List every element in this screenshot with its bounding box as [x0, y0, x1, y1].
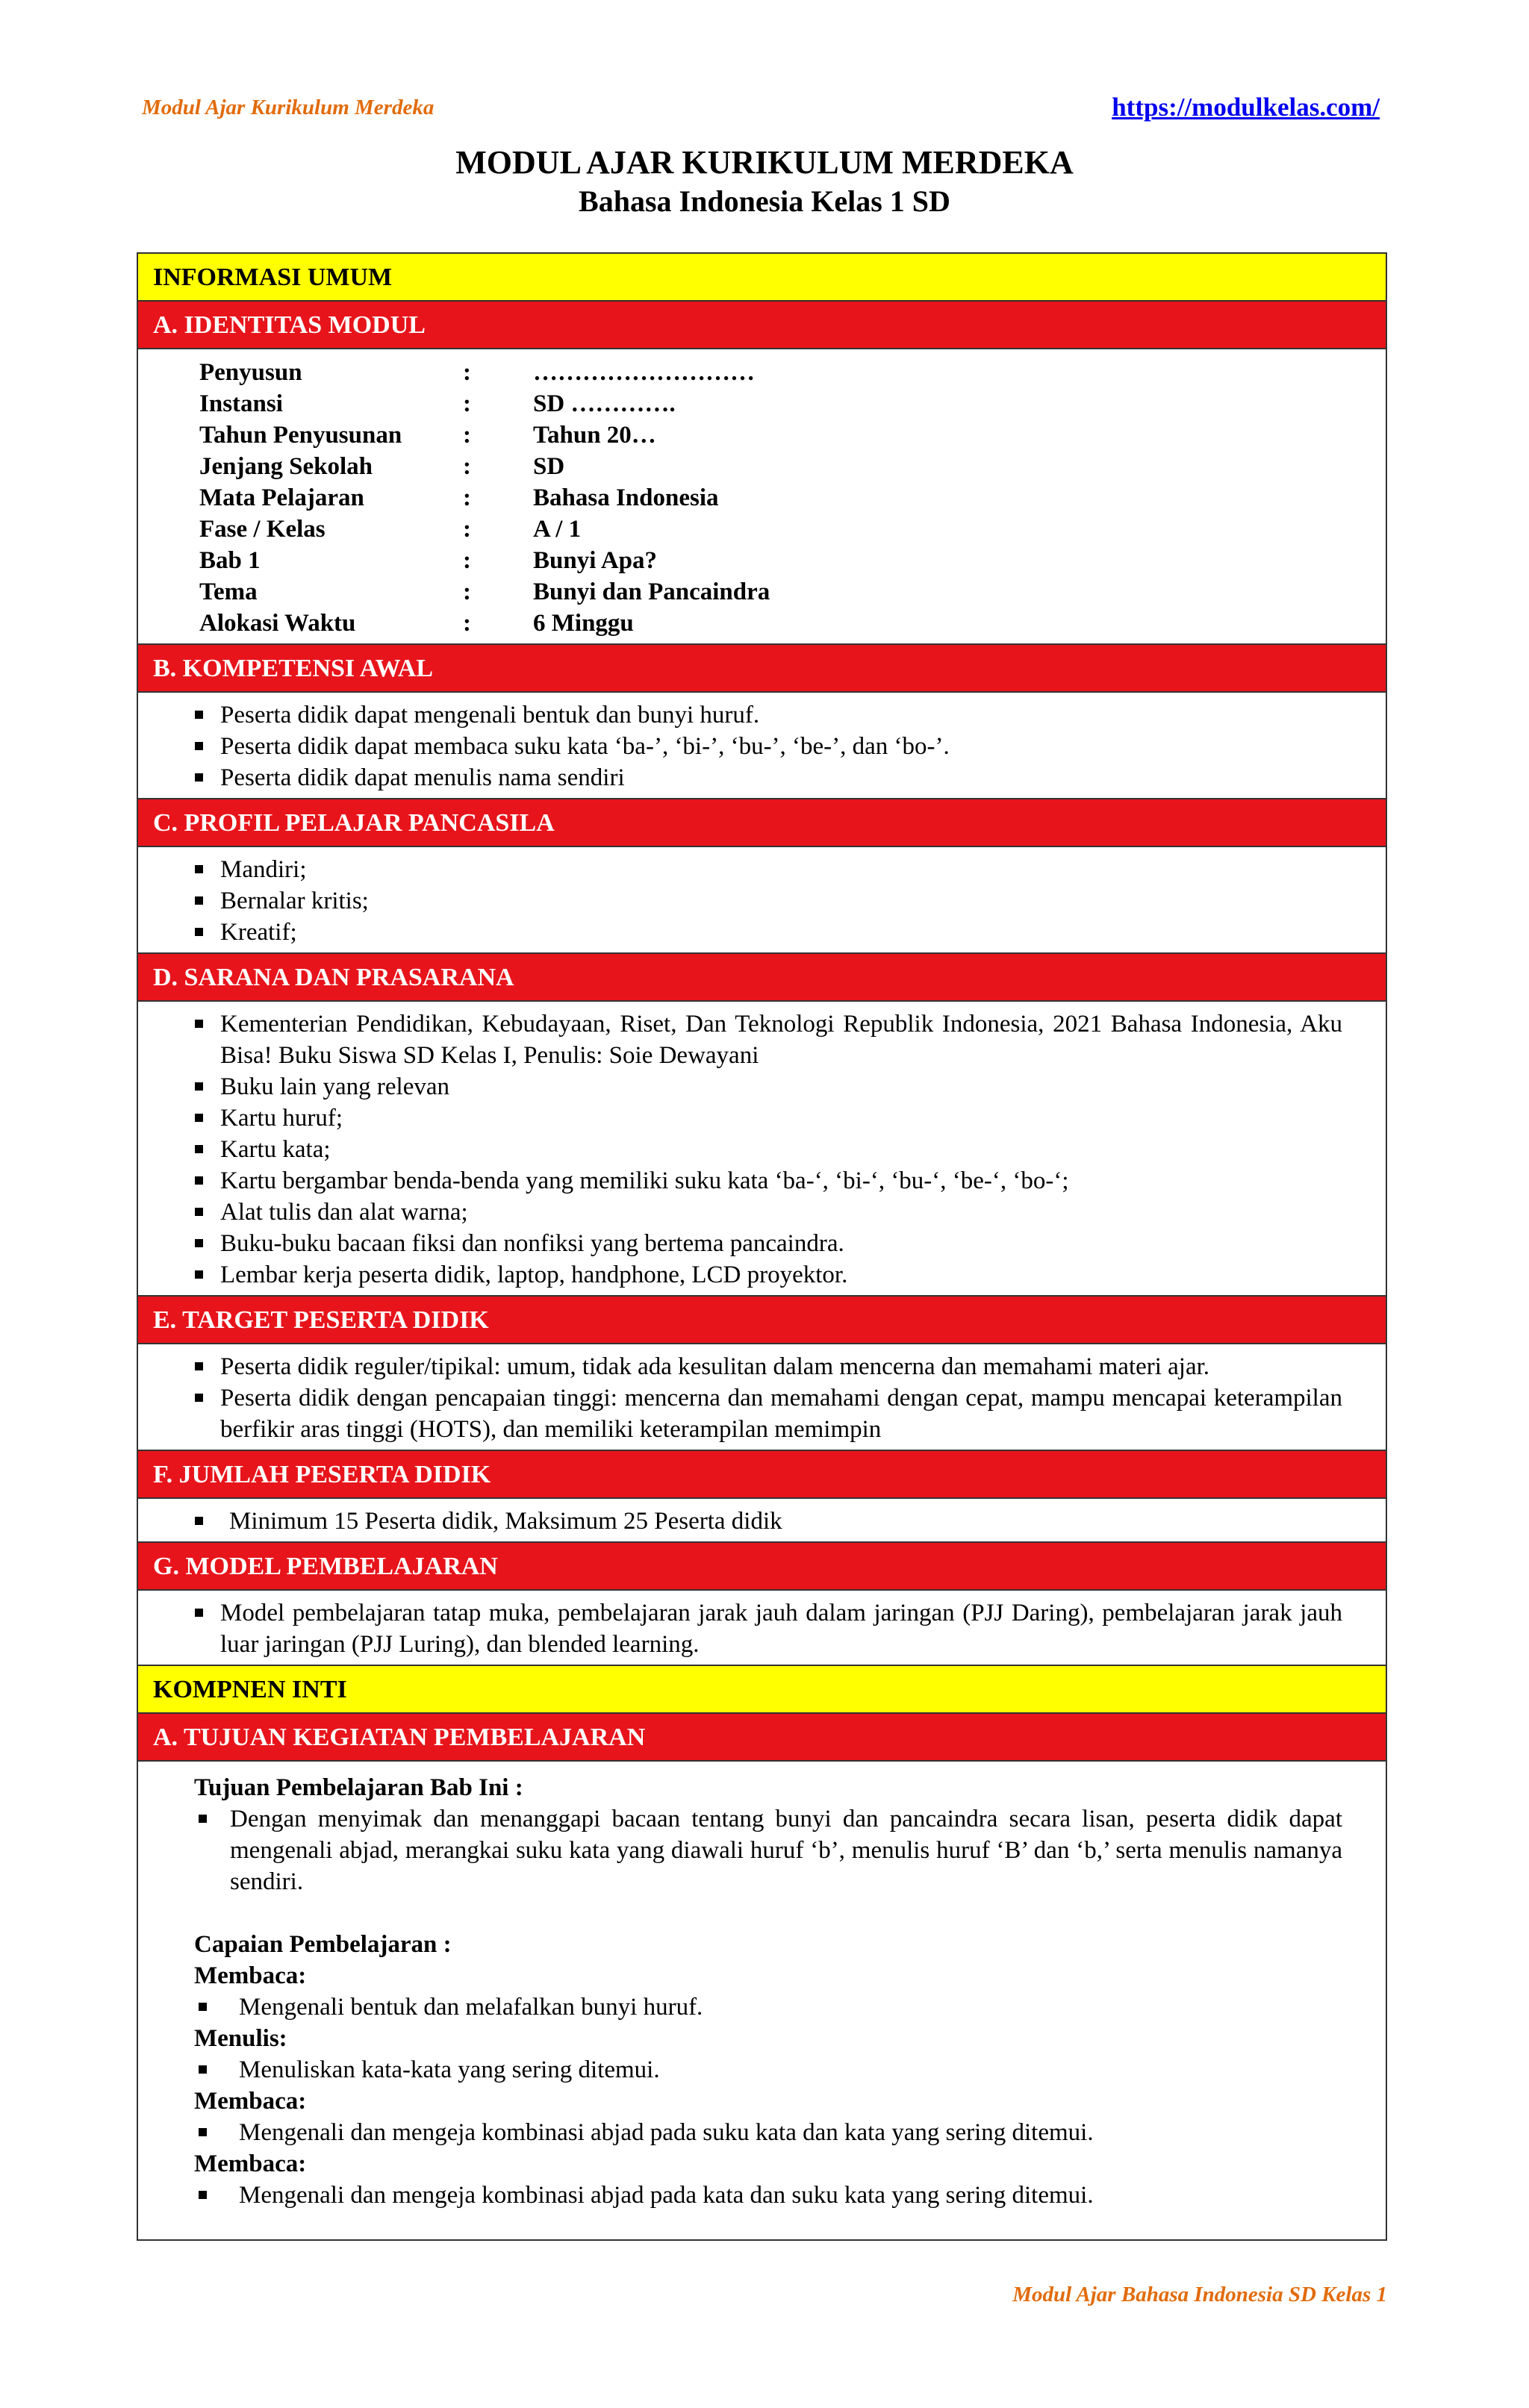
- identitas-value: ………………………: [533, 359, 755, 386]
- tujuan-section: [138, 1762, 1386, 2218]
- identitas-key: Penyusun: [199, 359, 302, 386]
- profil-section: [138, 847, 1386, 954]
- identitas-key: Jenjang Sekolah: [199, 453, 373, 480]
- list-item: Buku lain yang relevan: [190, 1071, 1342, 1102]
- identitas-key: Instansi: [199, 390, 283, 417]
- identitas-colon: :: [463, 547, 471, 574]
- footer-text: Modul Ajar Bahasa Indonesia SD Kelas 1: [1012, 2283, 1387, 2306]
- document-subtitle: Bahasa Indonesia Kelas 1 SD: [579, 184, 950, 218]
- sarana-heading: D. SARANA DAN PRASARANA: [138, 954, 1386, 1002]
- list-item: Buku-buku bacaan fiksi dan nonfiksi yang bertema pancaindra.: [190, 1228, 1342, 1259]
- identitas-key: Bab 1: [199, 547, 261, 574]
- model-heading: G. MODEL PEMBELAJARAN: [138, 1543, 1386, 1591]
- jumlah-heading: F. JUMLAH PESERTA DIDIK: [138, 1451, 1386, 1499]
- identitas-value: SD: [533, 453, 565, 480]
- identitas-key: Fase / Kelas: [199, 516, 326, 543]
- identitas-colon: :: [463, 453, 471, 480]
- tujuan-label: Tujuan Pembelajaran Bab Ini :: [194, 1774, 523, 1801]
- list-item: Lembar kerja peserta didik, laptop, handphone, LCD proyektor.: [190, 1259, 1342, 1291]
- identitas-row: [138, 357, 1386, 388]
- capaian-label: Capaian Pembelajaran :: [194, 1931, 452, 1958]
- identitas-row: [138, 482, 1386, 514]
- kompetensi-section: [138, 693, 1386, 799]
- identitas-section: [138, 349, 1386, 645]
- identitas-row: [138, 576, 1386, 608]
- identitas-key: Mata Pelajaran: [199, 484, 364, 511]
- list-item: Peserta didik dapat mengenali bentuk dan bunyi huruf.: [190, 699, 1342, 731]
- list-item: Kartu kata;: [190, 1134, 1342, 1165]
- spacer: [194, 1897, 1342, 1929]
- list-item: Kementerian Pendidikan, Kebudayaan, Riset, Dan Teknologi Republik Indonesia, 2021 Bahasa Indonesia, Aku Bisa! Buku Siswa SD Kelas I, Penulis: Soie Dewayani: [190, 1008, 1342, 1071]
- identitas-row: [138, 545, 1386, 576]
- list-item: Mengenali bentuk dan melafalkan bunyi huruf.: [194, 1991, 1342, 2023]
- identitas-colon: :: [463, 422, 471, 449]
- identitas-colon: :: [463, 610, 471, 637]
- identitas-row: [138, 419, 1386, 451]
- target-section: [138, 1344, 1386, 1451]
- list-item: Bernalar kritis;: [190, 885, 1342, 917]
- identitas-value: Tahun 20…: [533, 422, 656, 449]
- list-item: Minimum 15 Peserta didik, Maksimum 25 Peserta didik: [190, 1506, 1342, 1537]
- identitas-row: [138, 451, 1386, 482]
- identitas-value: Bunyi dan Pancaindra: [533, 578, 770, 605]
- module-table: [137, 252, 1387, 2241]
- komponen-inti-heading: KOMPNEN INTI: [138, 1666, 1386, 1714]
- list-item: Peserta didik dapat menulis nama sendiri: [190, 762, 1342, 793]
- list-item: Mengenali dan mengeja kombinasi abjad pada kata dan suku kata yang sering ditemui.: [194, 2180, 1342, 2211]
- target-heading: E. TARGET PESERTA DIDIK: [138, 1297, 1386, 1344]
- list-item: Kartu huruf;: [190, 1102, 1342, 1134]
- identitas-key: Tahun Penyusunan: [199, 422, 402, 449]
- list-item: Peserta didik dengan pencapaian tinggi: mencerna dan memahami dengan cepat, mampu mencapai keterampilan berfikir aras tinggi (HOTS), dan memiliki keterampilan memimpin: [190, 1382, 1342, 1445]
- informasi-umum-heading: INFORMASI UMUM: [138, 254, 1386, 302]
- header-left-text: Modul Ajar Kurikulum Merdeka: [142, 96, 435, 119]
- capaian-subheading: Membaca:: [194, 2150, 307, 2177]
- capaian-subheading: Membaca:: [194, 2088, 307, 2115]
- identitas-heading: A. IDENTITAS MODUL: [138, 302, 1386, 349]
- identitas-colon: :: [463, 516, 471, 543]
- identitas-row: [138, 514, 1386, 545]
- list-item: Dengan menyimak dan menanggapi bacaan tentang bunyi dan pancaindra secara lisan, peserta didik dapat mengenali abjad, merangkai suku kata yang diawali huruf ‘b’, menulis huruf ‘B’ dan ‘b,’ serta menulis namanya sendiri.: [194, 1803, 1342, 1897]
- website-link[interactable]: https://modulkelas.com/: [1112, 93, 1380, 122]
- sarana-section: [138, 1002, 1386, 1297]
- identitas-colon: :: [463, 484, 471, 511]
- list-item: Model pembelajaran tatap muka, pembelajaran jarak jauh dalam jaringan (PJJ Daring), pembelajaran jarak jauh luar jaringan (PJJ Luring), dan blended learning.: [190, 1597, 1342, 1660]
- jumlah-section: [138, 1499, 1386, 1543]
- kompetensi-heading: B. KOMPETENSI AWAL: [138, 645, 1386, 693]
- list-item: Alat tulis dan alat warna;: [190, 1197, 1342, 1228]
- capaian-subheading: Menulis:: [194, 2025, 287, 2052]
- identitas-value: A / 1: [533, 516, 582, 543]
- model-section: [138, 1591, 1386, 1666]
- tujuan-heading: A. TUJUAN KEGIATAN PEMBELAJARAN: [138, 1714, 1386, 1762]
- identitas-row: [138, 608, 1386, 639]
- list-item: Menuliskan kata-kata yang sering ditemui.: [194, 2054, 1342, 2086]
- identitas-value: Bunyi Apa?: [533, 547, 657, 574]
- list-item: Kreatif;: [190, 917, 1342, 948]
- identitas-value: 6 Minggu: [533, 610, 634, 637]
- list-item: Mandiri;: [190, 854, 1342, 885]
- list-item: Peserta didik reguler/tipikal: umum, tidak ada kesulitan dalam mencerna dan memahami materi ajar.: [190, 1351, 1342, 1382]
- list-item: Peserta didik dapat membaca suku kata ‘ba-’, ‘bi-’, ‘bu-’, ‘be-’, dan ‘bo-’.: [190, 731, 1342, 762]
- profil-heading: C. PROFIL PELAJAR PANCASILA: [138, 799, 1386, 847]
- list-item: Kartu bergambar benda-benda yang memiliki suku kata ‘ba-‘, ‘bi-‘, ‘bu-‘, ‘be-‘, ‘bo-‘;: [190, 1165, 1342, 1197]
- identitas-colon: :: [463, 578, 471, 605]
- document-title: MODUL AJAR KURIKULUM MERDEKA: [455, 144, 1074, 181]
- identitas-key: Alokasi Waktu: [199, 610, 356, 637]
- identitas-colon: :: [463, 359, 471, 386]
- identitas-key: Tema: [199, 578, 258, 605]
- identitas-value: Bahasa Indonesia: [533, 484, 719, 511]
- identitas-row: [138, 388, 1386, 419]
- identitas-value: SD ………….: [533, 390, 676, 417]
- identitas-colon: :: [463, 390, 471, 417]
- capaian-subheading: Membaca:: [194, 1962, 307, 1989]
- list-item: Mengenali dan mengeja kombinasi abjad pada suku kata dan kata yang sering ditemui.: [194, 2117, 1342, 2148]
